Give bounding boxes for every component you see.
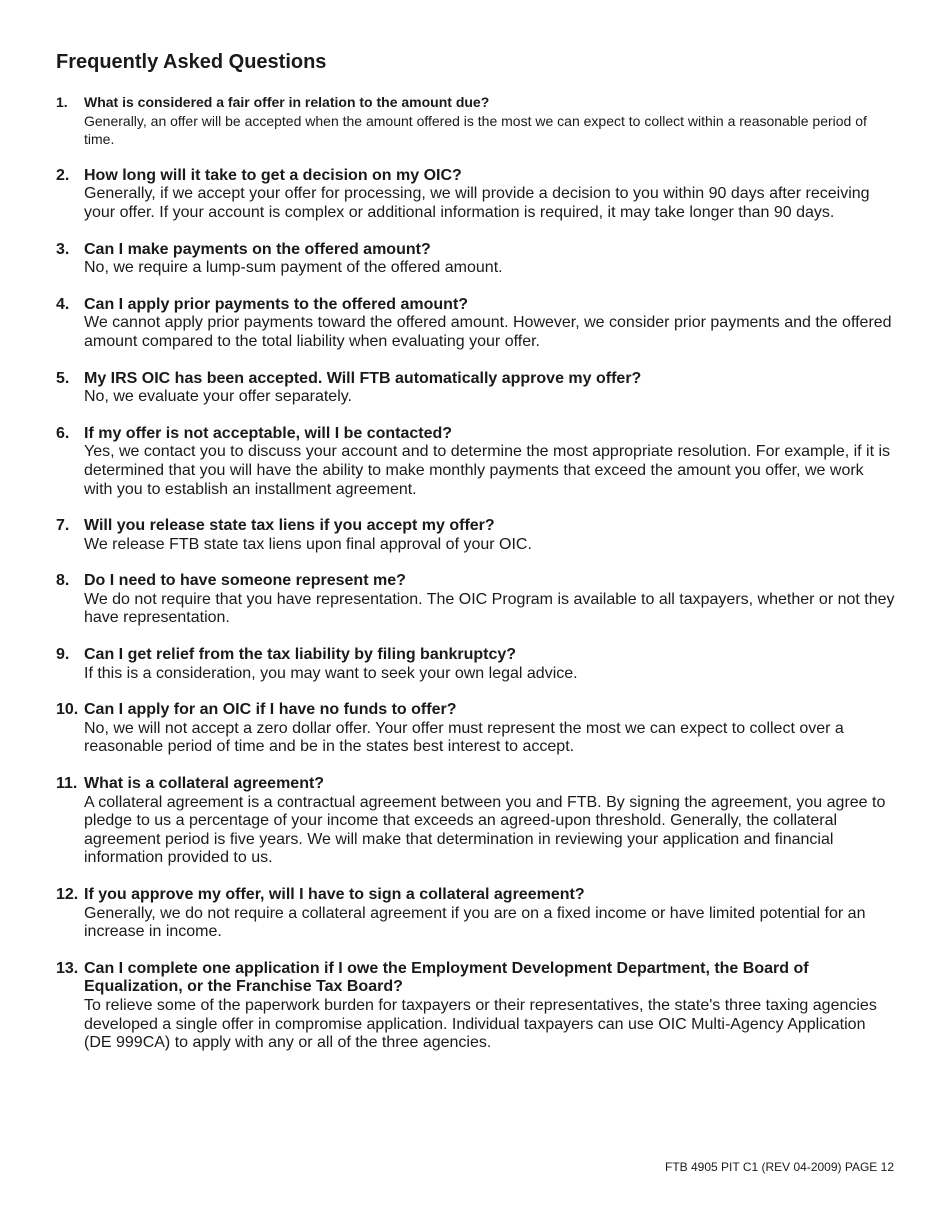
faq-question: What is a collateral agreement? xyxy=(84,775,325,793)
faq-number: 2. xyxy=(56,166,70,184)
faq-question: My IRS OIC has been accepted. Will FTB automatically approve my offer? xyxy=(84,369,642,387)
faq-answer: No, we will not accept a zero dollar offer. Your offer must represent the most we can expect to collect over a reasonable period of time and be in the states best interest to accept. xyxy=(84,719,844,756)
faq-answer: We release FTB state tax liens upon final approval of your OIC. xyxy=(84,535,532,553)
faq-answer: Generally, an offer will be accepted when the amount offered is the most we can expect to collect within a reasonable period of time. xyxy=(84,112,867,148)
faq-number: 9. xyxy=(56,646,70,664)
faq-item-9 xyxy=(56,646,896,683)
page-title: Frequently Asked Questions xyxy=(56,51,327,73)
faq-number: 12. xyxy=(56,886,79,903)
faq-item-1 xyxy=(56,93,896,149)
faq-question: Can I apply for an OIC if I have no funds to offer? xyxy=(84,701,457,719)
faq-item-2 xyxy=(56,167,896,223)
faq-item-13 xyxy=(56,960,896,1053)
faq-answer: No, we evaluate your offer separately. xyxy=(84,388,352,406)
faq-number: 13. xyxy=(56,959,79,977)
faq-item-8 xyxy=(56,572,896,628)
faq-question: Can I make payments on the offered amount? xyxy=(84,240,431,258)
faq-item-7 xyxy=(56,517,896,554)
faq-answer: If this is a consideration, you may want to seek your own legal advice. xyxy=(84,664,578,682)
faq-answer: Yes, we contact you to discuss your account and to determine the most appropriate resolution. For example, if it is determined that you will have the ability to make monthly payments that exceed the amount you offer, we work with you to establish an installment agreement. xyxy=(84,443,891,498)
faq-list xyxy=(56,93,896,1071)
faq-number: 10. xyxy=(56,701,79,719)
faq-number: 8. xyxy=(56,572,70,590)
faq-answer: Generally, if we accept your offer for processing, we will provide a decision to you within 90 days after receiving your offer. If your account is complex or additional information is required, it may take longer than 90 days. xyxy=(84,185,870,221)
faq-question: Can I get relief from the tax liability by filing bankruptcy? xyxy=(84,646,517,664)
faq-item-10 xyxy=(56,701,896,757)
faq-item-5 xyxy=(56,370,896,407)
faq-number: 11. xyxy=(56,775,78,793)
faq-number: 4. xyxy=(56,295,70,313)
faq-item-11 xyxy=(56,775,896,868)
faq-item-6 xyxy=(56,425,896,499)
faq-question: If my offer is not acceptable, will I be contacted? xyxy=(84,424,453,442)
faq-item-4 xyxy=(56,296,896,352)
faq-question: Will you release state tax liens if you accept my offer? xyxy=(84,517,495,535)
faq-item-3 xyxy=(56,241,896,278)
faq-number: 1. xyxy=(56,94,68,110)
faq-question: What is considered a fair offer in relation to the amount due? xyxy=(84,94,490,110)
faq-question: Can I apply prior payments to the offered amount? xyxy=(84,295,469,313)
faq-question: Do I need to have someone represent me? xyxy=(84,572,406,590)
faq-number: 6. xyxy=(56,424,70,442)
faq-answer: We do not require that you have representation. The OIC Program is available to all taxpayers, whether or not they have representation. xyxy=(84,590,895,627)
faq-number: 5. xyxy=(56,369,70,387)
faq-question: Can I complete one application if I owe the Employment Development Department, the Board of Equalization, or the Franchise Tax Board? xyxy=(84,959,809,996)
faq-answer: We cannot apply prior payments toward the offered amount. However, we consider prior payments and the offered amount compared to the total liability when evaluating your offer. xyxy=(84,314,892,350)
faq-answer: No, we require a lump-sum payment of the offered amount. xyxy=(84,259,503,277)
faq-answer: To relieve some of the paperwork burden for taxpayers or their representatives, the state's three taxing agencies developed a single offer in compromise application. Individual taxpayers can use OIC Multi-Agency Application (DE 999CA) to apply with any or all of the three agencies. xyxy=(84,996,877,1052)
faq-question: How long will it take to get a decision on my OIC? xyxy=(84,166,462,184)
faq-item-12 xyxy=(56,886,896,942)
faq-answer: A collateral agreement is a contractual agreement between you and FTB. By signing the agreement, you agree to pledge to us a percentage of your income that exceeds an agreed-upon threshold. Generally, the collateral agreement period is five years. We will make that determination in reviewing your application and financial information provided to us. xyxy=(84,793,886,867)
faq-number: 3. xyxy=(56,240,70,258)
faq-question: If you approve my offer, will I have to sign a collateral agreement? xyxy=(84,886,585,903)
faq-answer: Generally, we do not require a collateral agreement if you are on a fixed income or have limited potential for an increase in income. xyxy=(84,904,866,941)
faq-number: 7. xyxy=(56,517,70,535)
page-footer: FTB 4905 PIT C1 (REV 04-2009) PAGE 12 xyxy=(665,1160,894,1174)
